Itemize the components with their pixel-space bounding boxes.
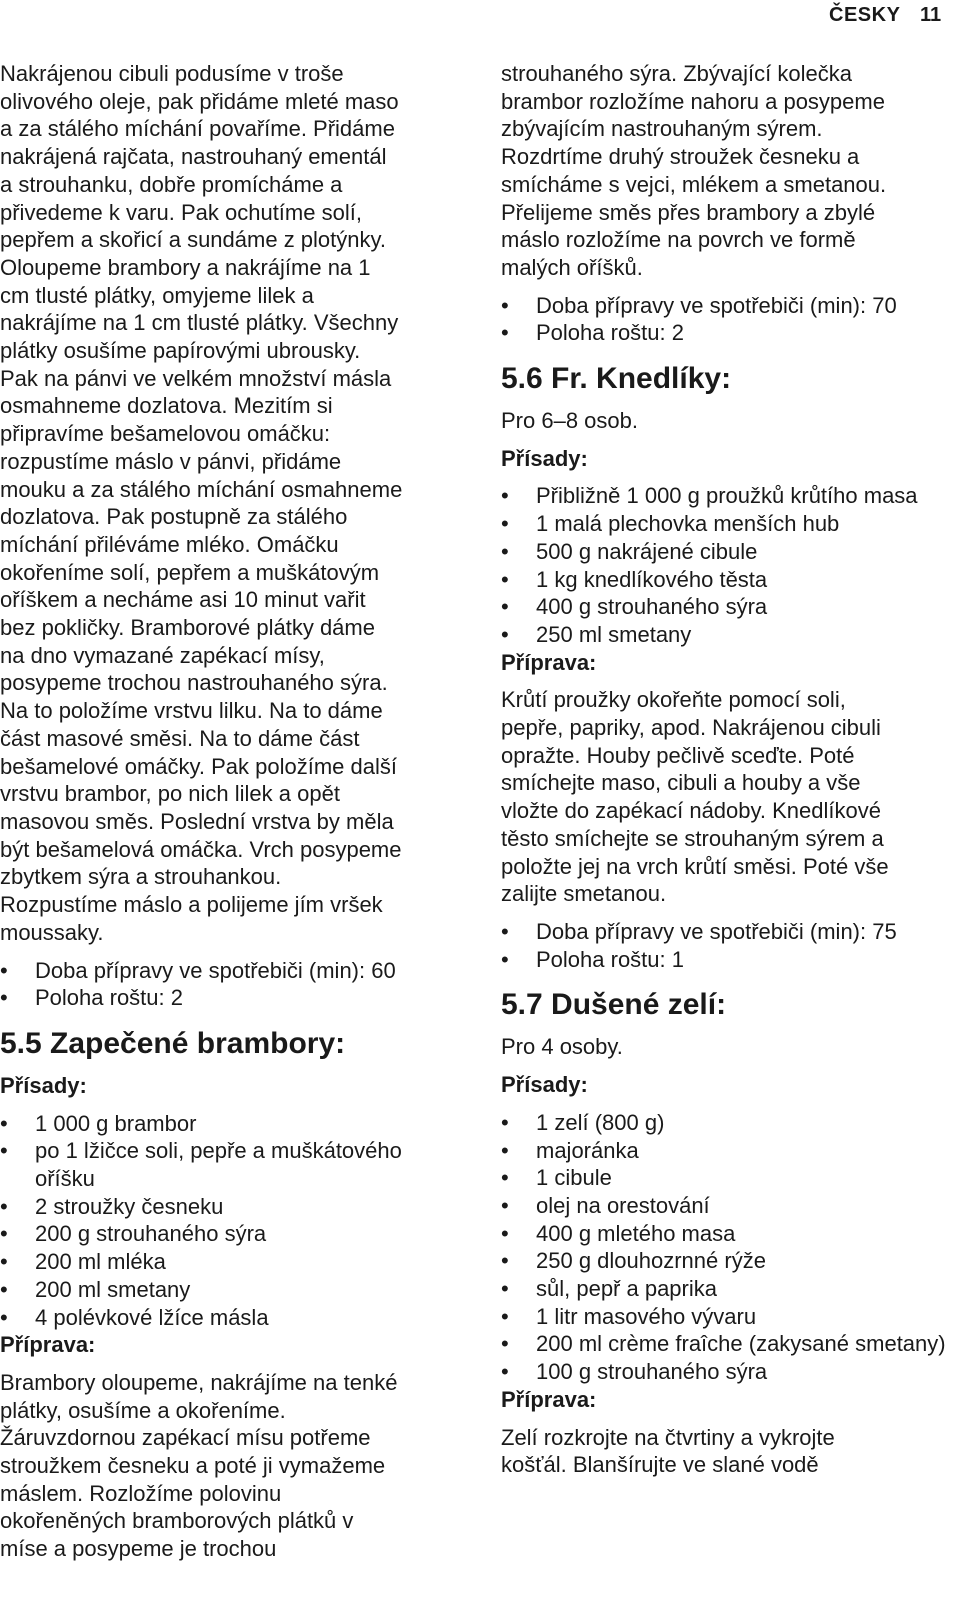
text-line: vložte do zapékací nádoby. Knedlíkové — [501, 798, 881, 824]
text-line: smícháme s vejci, mlékem a smetanou. — [501, 171, 887, 197]
list-item: • 1 zelí (800 g) — [501, 1109, 953, 1137]
list-item: • 1 litr masového vývaru — [501, 1303, 953, 1331]
preparation-heading: Příprava: — [501, 649, 597, 675]
list-item: • 200 ml smetany — [0, 1276, 462, 1304]
oven-settings-list — [0, 957, 462, 1012]
text-line: máslem. Rozložíme polovinu — [0, 1480, 282, 1506]
list-item: • 1 malá plechovka menších hub — [501, 510, 953, 538]
list-item: • 100 g strouhaného sýra — [501, 1358, 953, 1386]
text-line: a za stálého míchání povaříme. Přidáme — [0, 116, 395, 142]
text-line: zalijte smetanou. — [501, 881, 667, 907]
text-line: cm tlusté plátky, omyjeme lilek a — [0, 282, 314, 308]
text-line: pepře, papriky, apod. Nakrájenou cibuli — [501, 715, 881, 741]
list-item: • Doba přípravy ve spotřebiči (min): 60 — [0, 957, 462, 985]
text-line: Zelí rozkrojte na čtvrtiny a vykrojte — [501, 1424, 835, 1450]
list-item: • olej na orestování — [501, 1192, 953, 1220]
preparation-heading: Příprava: — [501, 1386, 597, 1412]
text-line: připravíme bešamelovou omáčku: — [0, 421, 331, 447]
text-line: osmahneme dozlatova. Mezitím si — [0, 393, 333, 419]
servings-text: Pro 4 osoby. — [501, 1034, 623, 1060]
list-item: • 400 g strouhaného sýra — [501, 593, 953, 621]
text-line: Oloupeme brambory a nakrájíme na 1 — [0, 254, 371, 280]
ingredients-heading: Přísady: — [501, 1072, 588, 1098]
text-line: opražte. Houby pečlivě sceďte. Poté — [501, 742, 855, 768]
text-line: Pak na pánvi ve velkém množství másla — [0, 365, 392, 391]
text-line: strouhaného sýra. Zbývající kolečka — [501, 61, 852, 86]
text-line: položte jej na vrch krůtí směsi. Poté vše — [501, 853, 889, 879]
text-line: posypeme trochou nastrouhaného sýra. — [0, 670, 388, 696]
list-item: • Přibližně 1 000 g proužků krůtího masa — [501, 482, 953, 510]
text-line: olivového oleje, pak přidáme mleté maso — [0, 88, 399, 114]
preparation-text — [501, 1424, 953, 1479]
list-item: • Doba přípravy ve spotřebiči (min): 75 — [501, 918, 953, 946]
text-line: rozpustíme máslo v pánvi, přidáme — [0, 448, 342, 474]
list-item: • sůl, pepř a paprika — [501, 1275, 953, 1303]
list-item: • majoránka — [501, 1137, 953, 1165]
list-item: • 200 ml crème fraîche (zakysané smetany) — [501, 1330, 953, 1358]
list-item: • 1 000 g brambor — [0, 1110, 462, 1138]
text-line: Na to položíme vrstvu lilku. Na to dáme — [0, 698, 383, 724]
text-line: těsto smíchejte se strouhaným sýrem a — [501, 825, 884, 851]
text-line: pepřem a skořicí a sundáme z plotýnky. — [0, 227, 386, 253]
ingredients-heading: Přísady: — [501, 445, 588, 471]
ingredients-heading: Přísady: — [0, 1072, 87, 1098]
list-item: • 1 kg knedlíkového těsta — [501, 566, 953, 594]
list-item: • 4 polévkové lžíce másla — [0, 1304, 462, 1332]
text-line: stroužkem česneku a poté ji vymažeme — [0, 1453, 386, 1479]
list-item: • 400 g mletého masa — [501, 1220, 953, 1248]
text-line: dozlatova. Pak postupně za stálého — [0, 504, 348, 530]
text-line: bešamelové omáčky. Pak položíme další — [0, 753, 397, 779]
text-line: na dno vymazané zapékací mísy, — [0, 642, 325, 668]
section-title: 5.6 Fr. Knedlíky: — [501, 362, 732, 396]
list-item: • Doba přípravy ve spotřebiči (min): 70 — [501, 292, 953, 320]
ingredients-list — [0, 1110, 462, 1332]
preparation-text — [501, 686, 953, 908]
text-line: Brambory oloupeme, nakrájíme na tenké — [0, 1369, 398, 1395]
text-line: plátky, osušíme a okořeníme. — [0, 1397, 286, 1423]
text-line: okořeníme solí, pepřem a muškátovým — [0, 559, 380, 585]
text-line: část masové směsi. Na to dáme část — [0, 725, 360, 751]
list-item: • Poloha roštu: 2 — [501, 319, 953, 347]
text-line: nakrájíme na 1 cm tlusté plátky. Všechny — [0, 310, 399, 336]
preparation-text — [0, 1369, 462, 1563]
text-line: Přelijeme směs přes brambory a zbylé — [501, 199, 876, 225]
oven-settings-list — [501, 292, 953, 347]
preparation-heading: Příprava: — [0, 1332, 96, 1358]
text-line: košťál. Blanšírujte ve slané vodě — [501, 1452, 819, 1478]
list-item: • Poloha roštu: 1 — [501, 946, 953, 974]
list-item: • 250 g dlouhozrnné rýže — [501, 1247, 953, 1275]
text-line: smíchejte maso, cibuli a houby a vše — [501, 770, 861, 796]
servings-text: Pro 6–8 osob. — [501, 408, 638, 434]
potato-instructions-continued — [501, 60, 953, 282]
text-line: vrstvu brambor, po nich lilek a opět — [0, 781, 340, 807]
header-language: ČESKY — [829, 4, 901, 26]
list-item: • 2 stroužky česneku — [0, 1193, 462, 1221]
list-item: • po 1 lžičce soli, pepře a muškátového oříšku — [0, 1137, 462, 1192]
text-line: malých oříšků. — [501, 254, 643, 280]
text-line: a strouhanku, dobře promícháme a — [0, 171, 343, 197]
left-column — [0, 60, 462, 1563]
text-line: masovou směs. Poslední vrstva by měla — [0, 808, 394, 834]
text-line: přivedeme k varu. Pak ochutíme solí, — [0, 199, 362, 225]
list-item: • 1 cibule — [501, 1164, 953, 1192]
text-line: okořeněných bramborových plátků v — [0, 1508, 354, 1534]
list-item: • Poloha roštu: 2 — [0, 984, 462, 1012]
text-line: nakrájená rajčata, nastrouhaný ementál — [0, 144, 387, 170]
text-line: mouku a za stálého míchání osmahneme — [0, 476, 403, 502]
text-line: Nakrájenou cibuli podusíme v troše — [0, 61, 344, 86]
text-line: Krůtí proužky okořeňte pomocí soli, — [501, 687, 846, 713]
oven-settings-list — [501, 918, 953, 973]
ingredients-list — [501, 482, 953, 648]
moussaka-instructions — [0, 60, 462, 947]
text-line: oříškem a necháme asi 10 minut vařit — [0, 587, 366, 613]
text-line: moussaky. — [0, 919, 104, 945]
text-line: Rozdrtíme druhý stroužek česneku a — [501, 144, 860, 170]
text-line: zbytkem sýra a strouhankou. — [0, 864, 282, 890]
text-line: brambor rozložíme nahoru a posypeme — [501, 88, 885, 114]
text-line: zbývajícím nastrouhaným sýrem. — [501, 116, 823, 142]
text-line: míse a posypeme je trochou — [0, 1536, 277, 1562]
list-item: • 200 g strouhaného sýra — [0, 1220, 462, 1248]
section-title: 5.5 Zapečené brambory: — [0, 1026, 346, 1060]
text-line: Žáruvzdornou zapékací mísu potřeme — [0, 1425, 371, 1451]
section-title: 5.7 Dušené zelí: — [501, 988, 727, 1022]
list-item: • 200 ml mléka — [0, 1248, 462, 1276]
right-column — [501, 60, 953, 1479]
list-item: • 500 g nakrájené cibule — [501, 538, 953, 566]
text-line: bez pokličky. Bramborové plátky dáme — [0, 615, 375, 641]
text-line: být bešamelová omáčka. Vrch posypeme — [0, 836, 402, 862]
text-line: plátky osušíme papírovými ubrousky. — [0, 338, 361, 364]
text-line: míchání přiléváme mléko. Omáčku — [0, 531, 339, 557]
page-number: 11 — [920, 4, 942, 26]
text-line: máslo rozložíme na povrch ve formě — [501, 227, 856, 253]
text-line: Rozpustíme máslo a polijeme jím vršek — [0, 892, 383, 918]
list-item: • 250 ml smetany — [501, 621, 953, 649]
ingredients-list — [501, 1109, 953, 1386]
